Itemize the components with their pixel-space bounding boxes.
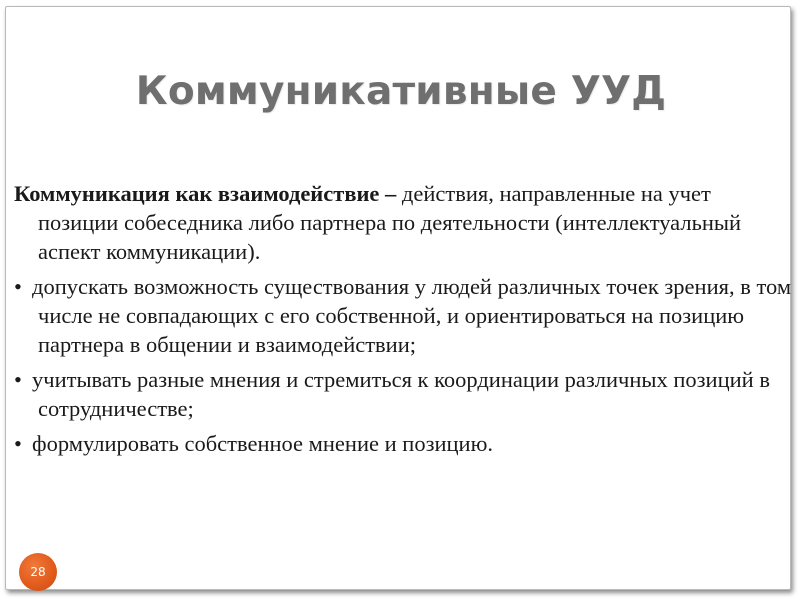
bullet-text: учитывать разные мнения и стремиться к координации различных позиций в сотрудничестве; bbox=[32, 367, 770, 421]
intro-text: действия, направленные на учет позиции собеседника либо партнера по деятельности (интеллектуальный аспект коммуникации). bbox=[38, 181, 742, 264]
bullet-text: формулировать собственное мнение и позицию. bbox=[32, 431, 494, 456]
slide-content bbox=[14, 179, 792, 464]
page-number-badge: 28 bbox=[19, 553, 57, 591]
intro-paragraph bbox=[14, 179, 792, 266]
bullet-marker: • bbox=[14, 367, 22, 392]
bullet-item-1 bbox=[14, 272, 792, 359]
bullet-item-3 bbox=[14, 429, 792, 458]
bullet-text: допускать возможность существования у людей различных точек зрения, в том числе не совпадающих с его собственной, и ориентироваться на позицию партнера в общении и взаимодействии; bbox=[32, 274, 792, 357]
bullet-marker: • bbox=[14, 274, 22, 299]
bullet-item-2 bbox=[14, 365, 792, 423]
intro-bold-term: Коммуникация как взаимодействие – bbox=[14, 181, 402, 206]
slide-frame bbox=[5, 6, 791, 590]
bullet-marker: • bbox=[14, 431, 22, 456]
slide-title: Коммуникативные УУД bbox=[135, 69, 667, 114]
